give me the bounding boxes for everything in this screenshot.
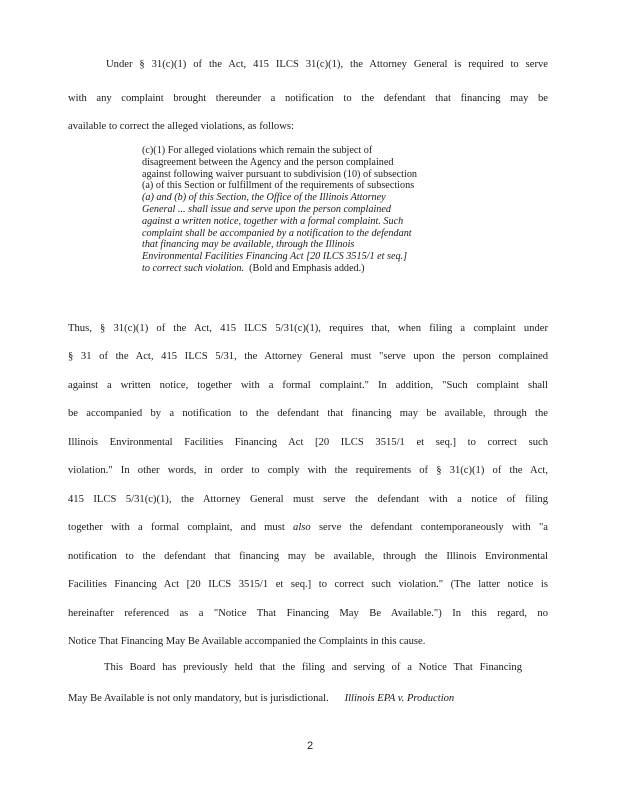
quote-line-4: (a) of this Section or fulfillment of the requirements of subsections [142,180,415,192]
quote-line-1: (c)(1) For alleged violations which remain the subject of [142,145,373,156]
page-number: 2 [306,740,314,752]
body-line-6: violation." In other words, in order to comply with the requirements of § 31(c)(1) of the Act, [68,465,548,476]
quote-line-8: complaint shall be accompanied by a notification to the defendant [142,227,412,239]
body-line-8 [68,521,548,535]
body-line-9: notification to the defendant that financing may be available, through the Illinois Environmental [68,551,548,562]
closing-line-2-text: May Be Available is not only mandatory, but is jurisdictional. [68,693,329,704]
body-line-8-part-1: together with a formal complaint, and must [68,522,285,533]
block-quote [142,145,482,275]
quote-line-9: that financing may be available, through the Illinois [142,239,355,251]
closing-line-2 [68,692,548,706]
body-line-2: § 31 of the Act, 415 ILCS 5/31, the Attorney General must "serve upon the person complained [68,351,548,362]
case-citation: Illinois EPA v. Production [344,693,455,704]
body-line-1: Thus, § 31(c)(1) of the Act, 415 ILCS 5/31(c)(1), requires that, when filing a complaint under [68,323,548,334]
quote-line-5: (a) and (b) of this Section, the Office of the Illinois Attorney [142,192,386,204]
quote-line-7: against a written notice, together with a formal complaint. Such [142,215,404,227]
quote-emphasis-note: (Bold and Emphasis added.) [249,262,365,274]
intro-line-2: with any complaint brought thereunder a notification to the defendant that financing may be [68,93,548,104]
quote-line-10: Environmental Facilities Financing Act [20 ILCS 3515/1 et seq.] [142,251,408,263]
body-emphasis-also: also [293,522,311,533]
quote-line-2: disagreement between the Agency and the person complained [142,156,394,168]
body-line-8-part-2: serve the defendant contemporaneously with "a [318,522,548,533]
body-line-5: Illinois Environmental Facilities Financing Act [20 ILCS 3515/1 et seq.] to correct such [68,437,548,448]
body-line-3: against a written notice, together with a formal complaint." In addition, "Such complaint shall [68,380,548,391]
body-line-10: Facilities Financing Act [20 ILCS 3515/1 et seq.] to correct such violation." (The latter notice is [68,579,548,590]
intro-line-1: Under § 31(c)(1) of the Act, 415 ILCS 31(c)(1), the Attorney General is required to serve [106,59,548,70]
body-line-11: hereinafter referenced as a "Notice That Financing May Be Available.") In this regard, no [68,608,548,619]
quote-line-3: against following waiver pursuant to subdivision (10) of subsection [142,168,418,180]
quote-line-11 [142,263,482,275]
quote-violation-text: to correct such violation. [142,262,245,274]
closing-line-1: This Board has previously held that the filing and serving of a Notice That Financing [104,662,522,673]
intro-line-3: available to correct the alleged violations, as follows: [68,121,294,132]
body-line-7: 415 ILCS 5/31(c)(1), the Attorney General must serve the defendant with a notice of filing [68,494,548,505]
quote-line-6: General ... shall issue and serve upon the person complained [142,203,391,215]
body-line-12: Notice That Financing May Be Available accompanied the Complaints in this cause. [68,636,426,647]
body-line-4: be accompanied by a notification to the defendant that financing may be available, through the [68,408,548,419]
